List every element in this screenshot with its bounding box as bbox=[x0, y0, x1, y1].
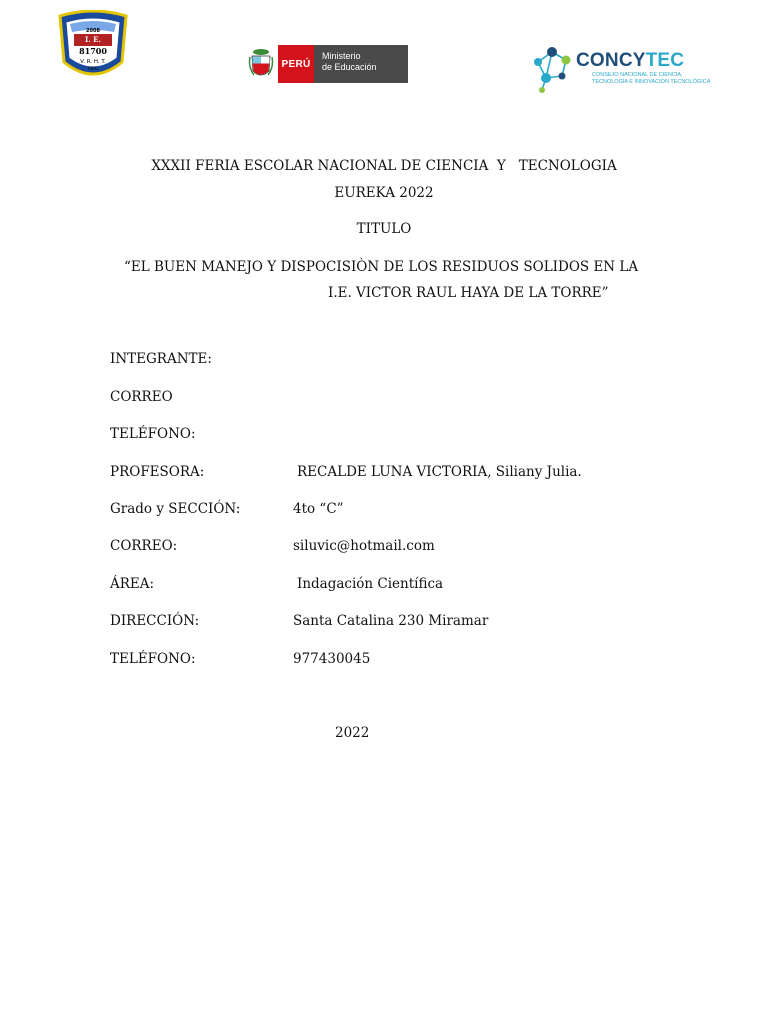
field-value-profesora: RECALDE LUNA VICTORIA, Siliany Julia. bbox=[297, 464, 582, 480]
field-value-area: Indagación Científica bbox=[297, 576, 444, 592]
school-crest-icon bbox=[56, 10, 130, 84]
field-label-correo-profesora: CORREO: bbox=[110, 538, 178, 554]
field-value-direccion: Santa Catalina 230 Miramar bbox=[293, 613, 489, 629]
field-value-grado-seccion: 4to “C” bbox=[293, 501, 344, 517]
crest-initials-text: V. R. H. T. bbox=[80, 59, 106, 65]
concytec-subtitle bbox=[592, 72, 710, 86]
peru-emblem-icon bbox=[248, 47, 274, 81]
event-title: XXXII FERIA ESCOLAR NACIONAL DE CIENCIA Y TECNOLOGIA bbox=[151, 158, 617, 174]
concytec-logo bbox=[528, 42, 711, 96]
concytec-brand-a: CONCY bbox=[576, 50, 646, 71]
school-crest-logo bbox=[56, 10, 130, 84]
concytec-network-icon bbox=[528, 42, 576, 96]
field-label-correo: CORREO bbox=[110, 389, 173, 405]
concytec-subtitle-line-2: TECNOLOGÍA E INNOVACIÓN TECNOLÓGICA bbox=[592, 79, 711, 85]
crest-number-text: 81700 bbox=[79, 46, 107, 56]
footer-year: 2022 bbox=[335, 725, 370, 741]
ministry-line-1: Ministerio bbox=[322, 51, 361, 61]
concytec-wordmark bbox=[576, 50, 684, 72]
field-label-grado-seccion: Grado y SECCIÓN: bbox=[110, 501, 241, 517]
field-label-direccion: DIRECCIÓN: bbox=[110, 613, 200, 629]
event-edition: EUREKA 2022 bbox=[334, 185, 434, 201]
field-value-correo-profesora: siluvic@hotmail.com bbox=[293, 538, 435, 554]
field-label-integrante: INTEGRANTE: bbox=[110, 351, 212, 367]
ministry-label bbox=[314, 45, 408, 83]
field-label-profesora: PROFESORA: bbox=[110, 464, 205, 480]
project-title-line-2: I.E. VICTOR RAUL HAYA DE LA TORRE” bbox=[328, 285, 609, 301]
field-label-area: ÁREA: bbox=[110, 576, 155, 592]
field-label-telefono-profesora: TELÉFONO: bbox=[110, 651, 196, 667]
project-title-line-1: “EL BUEN MANEJO Y DISPOCISIÒN DE LOS RESIDUOS SOLIDOS EN LA bbox=[124, 259, 639, 275]
concytec-brand-b: TEC bbox=[645, 50, 685, 71]
title-label: TITULO bbox=[356, 221, 412, 237]
field-label-telefono: TELÉFONO: bbox=[110, 426, 196, 442]
crest-city-text: VIRU bbox=[87, 67, 99, 72]
field-value-telefono-profesora: 977430045 bbox=[293, 651, 371, 667]
crest-year-text: 2008 bbox=[86, 28, 100, 34]
minedu-logo bbox=[248, 45, 408, 83]
crest-ie-text: I. E. bbox=[85, 35, 101, 44]
concytec-subtitle-line-1: CONSEJO NACIONAL DE CIENCIA, bbox=[592, 72, 683, 78]
ministry-line-2: de Educación bbox=[322, 62, 377, 72]
peru-label: PERÚ bbox=[278, 45, 314, 83]
